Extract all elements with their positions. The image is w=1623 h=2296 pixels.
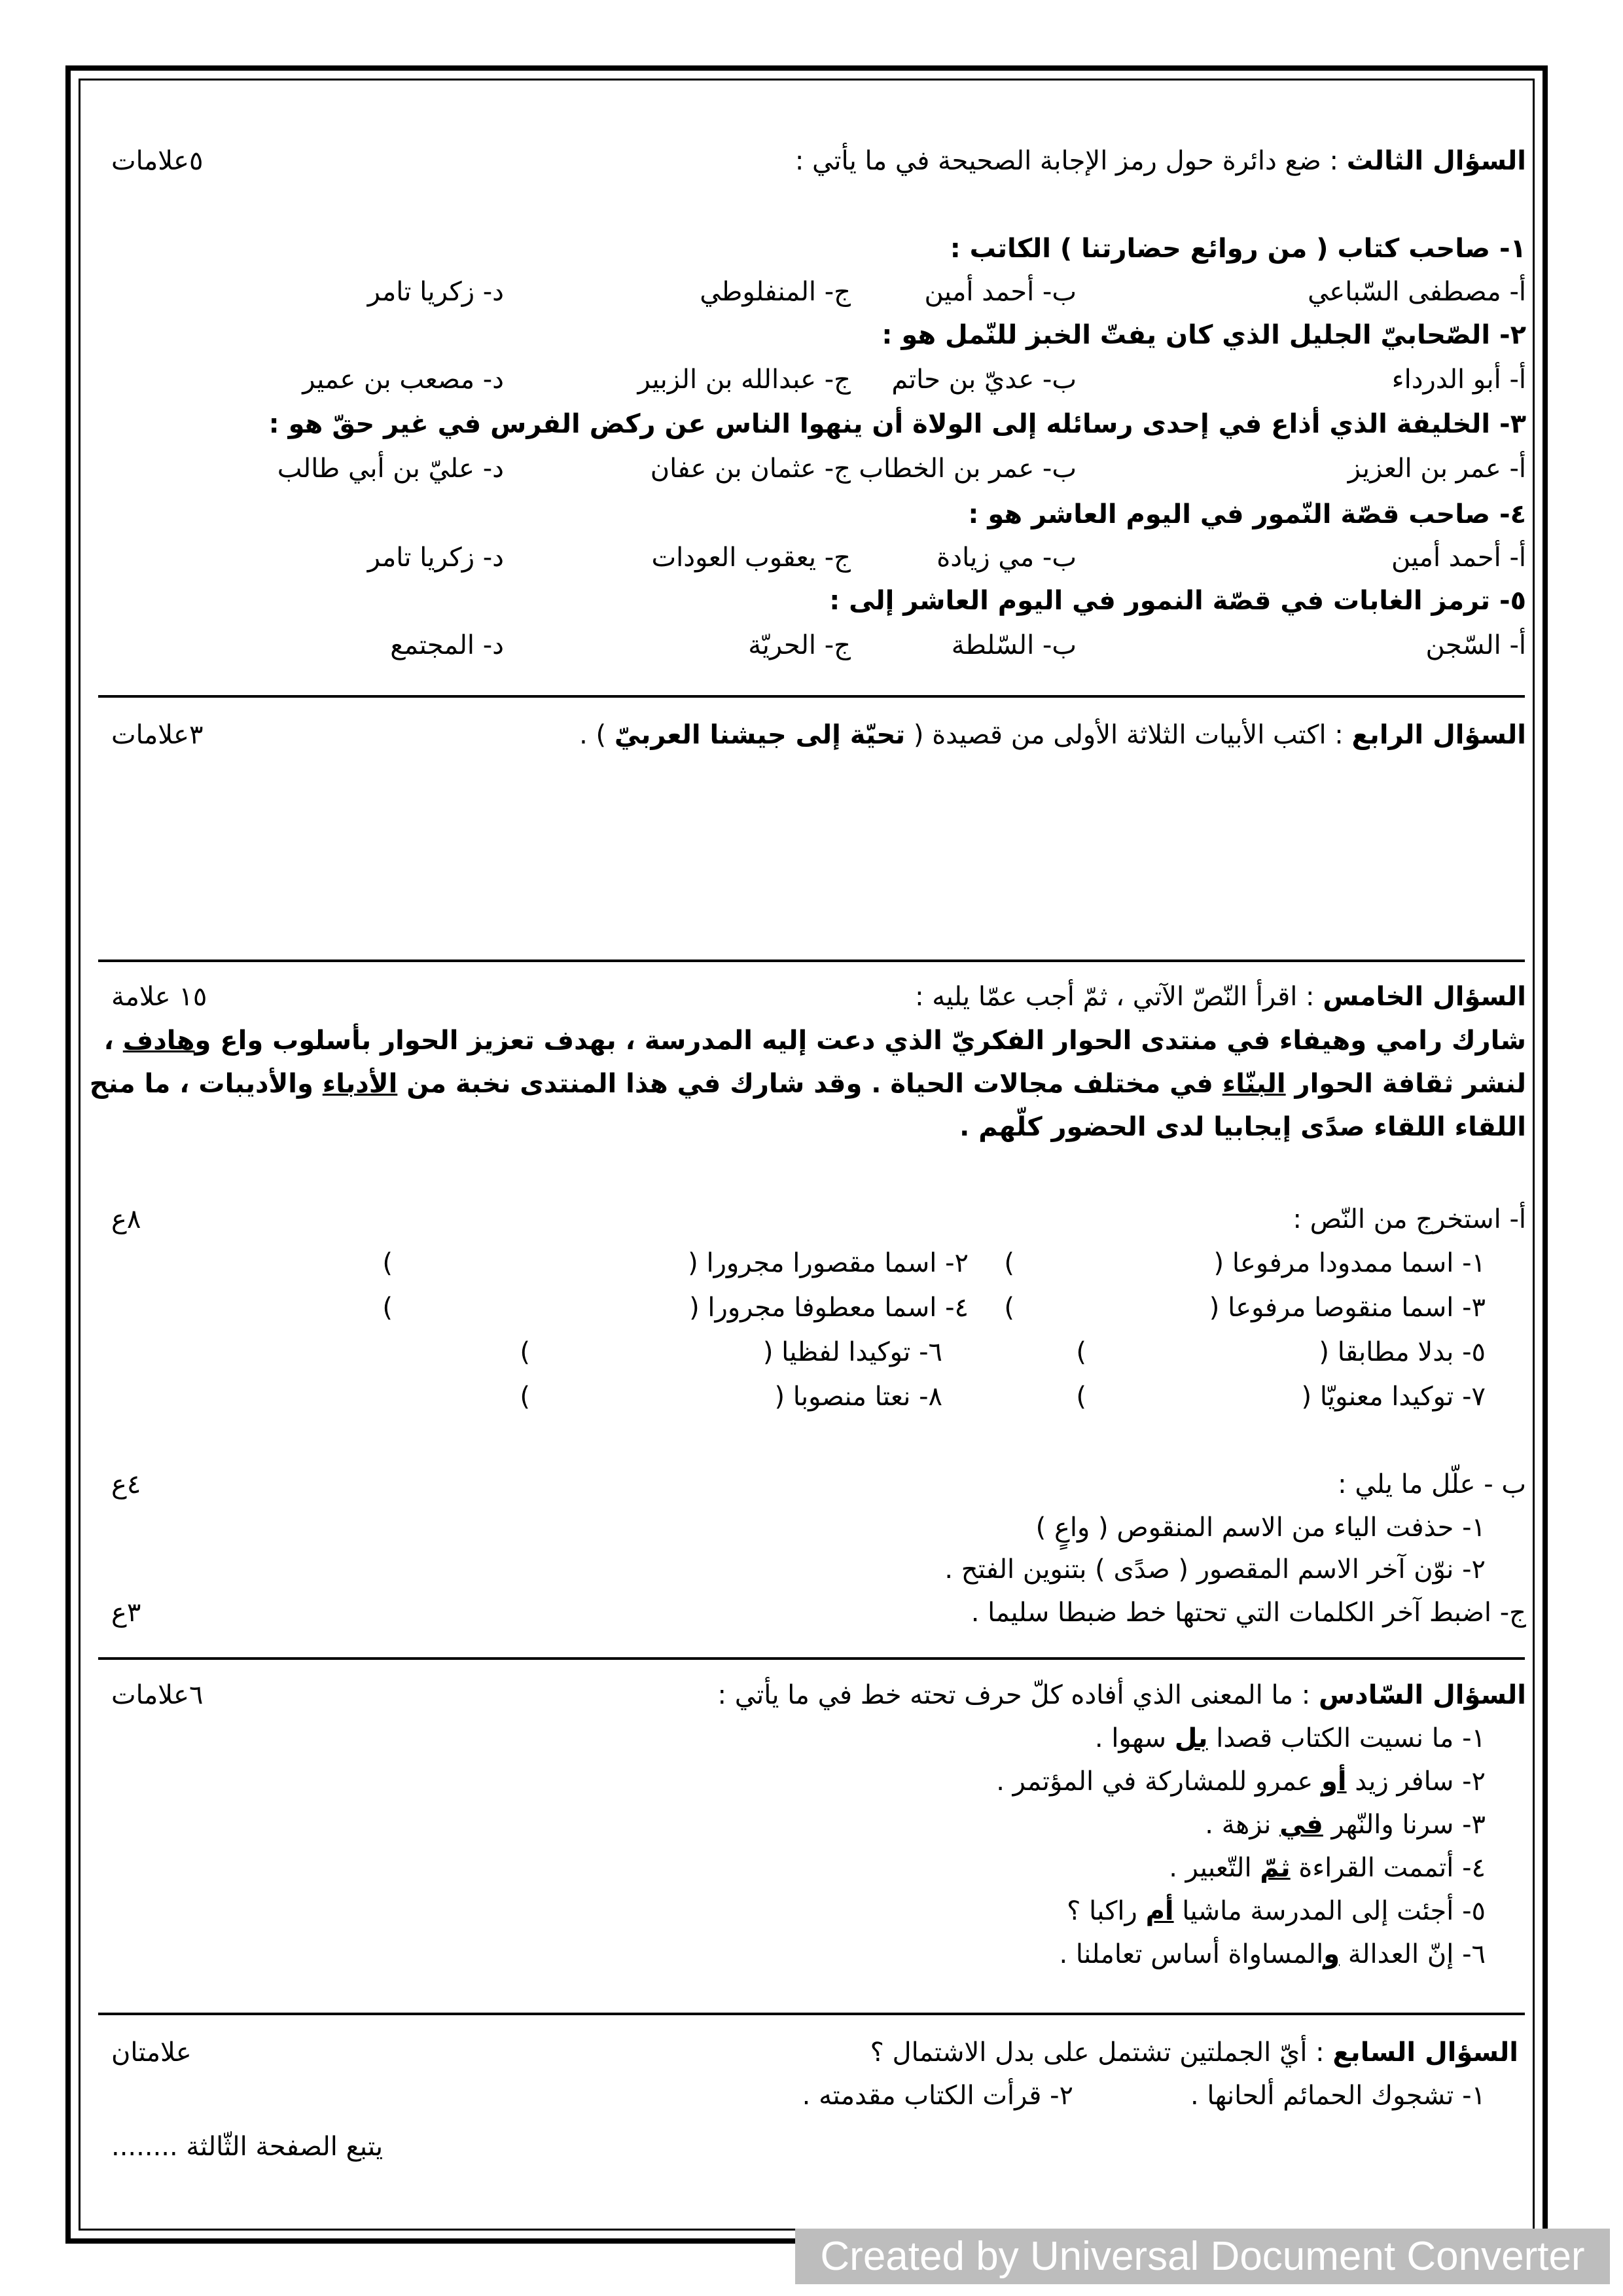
q3-marks: ٥علامات — [111, 146, 204, 176]
sentence-text: راكبا ؟ — [1067, 1896, 1146, 1926]
q3-item1-opt-d[interactable]: د- زكريا تامر — [367, 277, 504, 307]
passage-underlined-word: البنّاء — [1222, 1069, 1286, 1099]
q4-instruction-end: ) . — [579, 720, 607, 750]
q3-item3-opt-a[interactable]: أ- عمر بن العزيز — [1347, 454, 1526, 484]
q5-heading — [915, 978, 1526, 1015]
q6-marks: ٦علامات — [111, 1680, 204, 1710]
q5-a-item1-close: ) — [1004, 1248, 1014, 1278]
q3-item3-opt-d[interactable]: د- عليّ بن أبي طالب — [277, 454, 504, 484]
q5-a-item7-close: ) — [1076, 1382, 1086, 1412]
passage-text: شارك رامي وهيفاء في منتدى الحوار الفكريّ الذي دعت إليه المدرسة ، بهدف تعزيز الحوار بأسلوب واع و — [194, 1026, 1526, 1056]
q4-title: السؤال الرابع — [1351, 720, 1526, 750]
q7-option-1[interactable]: ١- تشجوك الحمائم ألحانها . — [1190, 2081, 1486, 2111]
underlined-particle: أو — [1321, 1767, 1347, 1797]
passage-underlined-word: هادف — [122, 1026, 195, 1056]
q6-item6 — [1060, 1936, 1486, 1973]
q3-item3-opt-b[interactable]: ب- عمر بن الخطاب — [859, 454, 1077, 484]
q5-a-item4-close: ) — [382, 1293, 393, 1323]
q5-a-item6: ٦- توكيدا لفظيا ( — [762, 1337, 942, 1367]
q7-heading — [870, 2034, 1518, 2071]
sentence-text: ٦- إنّ العدالة — [1340, 1939, 1486, 1969]
q3-instruction: : ضع دائرة حول رمز الإجابة الصحيحة في ما يأتي : — [794, 146, 1338, 176]
q5-b-item2: ٢- نوّن آخر الاسم المقصور ( صدًى ) بتنوين الفتح . — [944, 1554, 1486, 1585]
divider — [98, 2013, 1525, 2015]
q5-a-item3-close: ) — [1004, 1293, 1014, 1323]
underlined-particle: و — [1323, 1939, 1340, 1969]
q3-heading — [795, 143, 1526, 179]
q7-marks: علامتان — [111, 2037, 192, 2068]
q3-item2-opt-a[interactable]: أ- أبو الدرداء — [1391, 365, 1526, 395]
q5-part-b-label: ب - علّل ما يلي : — [1338, 1469, 1526, 1499]
q3-item2-stem: ٢- الصّحابيّ الجليل الذي كان يفتّ الخبز للنّمل هو : — [882, 320, 1526, 350]
q3-item5-opt-d[interactable]: د- المجتمع — [390, 630, 504, 660]
q5-instruction: : اقرأ النّصّ الآتي ، ثمّ أجب عمّا يليه : — [915, 982, 1315, 1012]
q5-marks: ١٥ علامة — [111, 982, 207, 1012]
sentence-text: ٣- سرنا والنّهر — [1323, 1810, 1486, 1840]
q5-a-item5-close: ) — [1076, 1337, 1086, 1367]
divider — [98, 1657, 1525, 1660]
q3-item3-opt-c[interactable]: ج- عثمان بن عفان — [650, 454, 851, 484]
sentence-text: ٢- سافر زيد — [1346, 1767, 1486, 1797]
q3-item4-stem: ٤- صاحب قصّة النّمور في اليوم العاشر هو : — [968, 499, 1526, 529]
q5-part-a-marks: ٨ع — [111, 1204, 141, 1234]
q6-instruction: : ما المعنى الذي أفاده كلّ حرف تحته خط في ما يأتي : — [717, 1680, 1311, 1710]
q3-item5-stem: ٥- ترمز الغابات في قصّة النمور في اليوم العاشر إلى : — [829, 586, 1526, 616]
q3-item5-opt-c[interactable]: ج- الحريّة — [748, 630, 851, 660]
q3-item4-opt-a[interactable]: أ- أحمد أمين — [1391, 543, 1526, 573]
passage-underlined-word: الأدباء — [322, 1069, 398, 1099]
passage-text: في مختلف مجالات الحياة . وقد شارك في هذا المنتدى نخبة من — [397, 1069, 1222, 1099]
q5-part-b-marks: ٤ع — [111, 1469, 141, 1499]
sentence-text: عمرو للمشاركة في المؤتمر . — [996, 1767, 1322, 1797]
q3-item2-opt-b[interactable]: ب- عديّ بن حاتم — [891, 365, 1077, 395]
sentence-text: ٥- أجئت إلى المدرسة ماشيا — [1173, 1896, 1486, 1926]
q3-item1-opt-c[interactable]: ج- المنفلوطي — [700, 277, 851, 307]
sentence-text: ١- ما نسيت الكتاب قصدا — [1207, 1723, 1486, 1753]
q5-part-c-label: ج- اضبط آخر الكلمات التي تحتها خط ضبطا سليما . — [971, 1598, 1526, 1628]
q6-item3 — [1205, 1806, 1486, 1843]
q4-heading — [579, 717, 1526, 753]
q4-marks: ٣علامات — [111, 720, 204, 750]
q5-part-a-label: أ- استخرج من النّص : — [1293, 1204, 1526, 1234]
q3-item4-opt-c[interactable]: ج- يعقوب العودات — [651, 543, 851, 573]
divider — [98, 960, 1525, 962]
sentence-text: التّعبير . — [1169, 1853, 1260, 1883]
q4-poem-title: تحيّة إلى جيشنا العربيّ — [614, 720, 906, 750]
q3-item2-opt-c[interactable]: ج- عبدالله بن الزبير — [637, 365, 851, 395]
q7-instruction: : أيّ الجملتين تشتمل على بدل الاشتمال ؟ — [870, 2037, 1325, 2068]
q6-item5 — [1067, 1893, 1486, 1929]
q3-item2-opt-d[interactable]: د- مصعب بن عمير — [302, 365, 504, 395]
passage-text: ، — [103, 1026, 123, 1056]
sentence-text: نزهة . — [1205, 1810, 1280, 1840]
q7-title: السؤال السابع — [1332, 2037, 1518, 2068]
q5-a-item2: ٢- اسما مقصورا مجرورا ( — [688, 1248, 969, 1278]
watermark: Created by Universal Document Converter — [795, 2229, 1610, 2284]
underlined-particle: في — [1279, 1810, 1323, 1840]
q5-a-item2-close: ) — [382, 1248, 393, 1278]
q5-a-item7: ٧- توكيدا معنويّا ( — [1301, 1382, 1486, 1412]
q5-a-item4: ٤- اسما معطوفا مجرورا ( — [689, 1293, 969, 1323]
q5-a-item8-close: ) — [520, 1382, 530, 1412]
q5-a-item3: ٣- اسما منقوصا مرفوعا ( — [1209, 1293, 1486, 1323]
q5-passage-line2 — [90, 1066, 1526, 1102]
q3-item1-stem: ١- صاحب كتاب ( من روائع حضارتنا ) الكاتب : — [950, 234, 1526, 264]
underlined-particle: بل — [1174, 1723, 1208, 1753]
footer-continue-note: يتبع الصفحة الثّالثة ........ — [111, 2132, 383, 2162]
underlined-particle: أم — [1145, 1896, 1174, 1926]
passage-text: لنشر ثقافة الحوار — [1285, 1069, 1526, 1099]
q5-a-item5: ٥- بدلا مطابقا ( — [1319, 1337, 1486, 1367]
passage-text: والأديبات ، ما منح — [89, 1069, 323, 1099]
q3-item5-opt-a[interactable]: أ- السّجن — [1425, 630, 1526, 660]
q6-item1 — [1095, 1720, 1486, 1757]
divider — [98, 695, 1525, 698]
q5-title: السؤال الخامس — [1323, 982, 1526, 1012]
q3-item1-opt-a[interactable]: أ- مصطفى السّباعي — [1308, 277, 1526, 307]
q3-item4-opt-b[interactable]: ب- مي زيادة — [936, 543, 1077, 573]
q6-heading — [718, 1677, 1526, 1713]
q5-part-c-marks: ٣ع — [111, 1598, 141, 1628]
q5-a-item8: ٨- نعتا منصوبا ( — [774, 1382, 942, 1412]
q3-title: السؤال الثالث — [1346, 146, 1526, 176]
q3-item4-opt-d[interactable]: د- زكريا تامر — [367, 543, 504, 573]
q4-instruction: : اكتب الأبيات الثلاثة الأولى من قصيدة ( — [913, 720, 1344, 750]
q3-item1-opt-b[interactable]: ب- أحمد أمين — [924, 277, 1077, 307]
q5-passage-line3: اللقاء اللقاء صدًى إيجابيا لدى الحضور كلّهم . — [959, 1112, 1526, 1142]
q5-a-item6-close: ) — [520, 1337, 530, 1367]
sentence-text: المساواة أساس تعاملنا . — [1059, 1939, 1324, 1969]
sentence-text: سهوا . — [1094, 1723, 1175, 1753]
q5-passage-line1 — [104, 1022, 1526, 1059]
underlined-particle: ثمّ — [1260, 1853, 1291, 1883]
q6-title: السؤال السّادس — [1318, 1680, 1526, 1710]
q7-option-2[interactable]: ٢- قرأت الكتاب مقدمته . — [802, 2081, 1073, 2111]
q3-item5-opt-b[interactable]: ب- السّلطة — [951, 630, 1077, 660]
q6-item4 — [1169, 1850, 1486, 1886]
q5-b-item1: ١- حذفت الياء من الاسم المنقوص ( واعٍ ) — [1035, 1513, 1486, 1543]
q6-item2 — [996, 1763, 1486, 1800]
q3-item3-stem: ٣- الخليفة الذي أذاع في إحدى رسائله إلى الولاة أن ينهوا الناس عن ركض الفرس في غير حقّ هو : — [268, 409, 1526, 439]
q5-a-item1: ١- اسما ممدودا مرفوعا ( — [1213, 1248, 1486, 1278]
sentence-text: ٤- أتممت القراءة — [1290, 1853, 1486, 1883]
